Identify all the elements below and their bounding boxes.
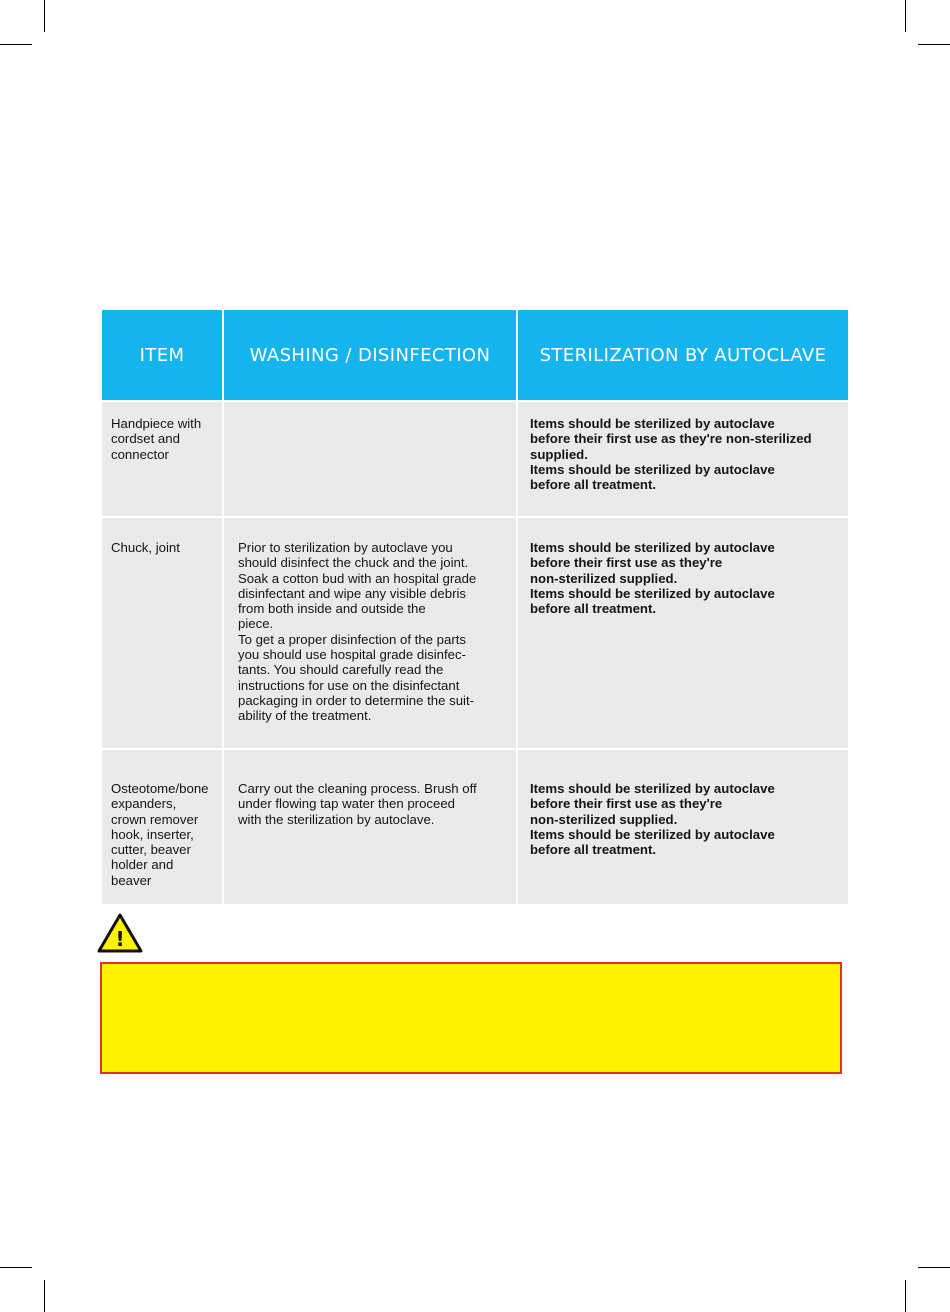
table-row-2-washing: Prior to sterilization by autoclave you should disinfect the chuck and the joint. Soak a cotton bud with an hospital grade disinfectant and wipe any visible debris from both inside and outside the piece. To get a proper disinfection of the parts you should use hospital grade disinfec- tants. You should carefully read the instructions for use on the disinfectant packaging in order to determine the suit- ability of the treatment. [224, 518, 516, 748]
header-sterilization: STERILIZATION BY AUTOCLAVE [518, 310, 848, 400]
crop-mark [918, 1267, 950, 1268]
warning-triangle-icon [96, 912, 144, 954]
table-row-1-item: Handpiece with cordset and connector [102, 402, 222, 516]
crop-mark [0, 44, 32, 45]
warning-box [100, 962, 842, 1074]
crop-mark [918, 44, 950, 45]
crop-mark [905, 1280, 906, 1312]
warning-exclamation: ! [115, 927, 125, 951]
table-row-1-sterilization: Items should be sterilized by autoclave before their first use as they're non-sterilized supplied. Items should be sterilized by autoclave before all treatment. [518, 402, 848, 516]
table-row-2-item: Chuck, joint [102, 518, 222, 748]
header-item: ITEM [102, 310, 222, 400]
table-row-3-sterilization: Items should be sterilized by autoclave before their first use as they're non-sterilized supplied. Items should be sterilized by autoclave before all treatment. [518, 750, 848, 904]
care-table [102, 310, 848, 906]
crop-mark [0, 1267, 32, 1268]
crop-mark [44, 0, 45, 32]
crop-mark [905, 0, 906, 32]
table-row-2-sterilization: Items should be sterilized by autoclave before their first use as they're non-sterilized supplied. Items should be sterilized by autoclave before all treatment. [518, 518, 848, 748]
table-row-3-item: Osteotome/bone expanders, crown remover hook, inserter, cutter, beaver holder and beaver [102, 750, 222, 904]
header-washing: WASHING / DISINFECTION [224, 310, 516, 400]
table-row-1-washing [224, 402, 516, 516]
table-row-3-washing: Carry out the cleaning process. Brush off under flowing tap water then proceed with the sterilization by autoclave. [224, 750, 516, 904]
crop-mark [44, 1280, 45, 1312]
